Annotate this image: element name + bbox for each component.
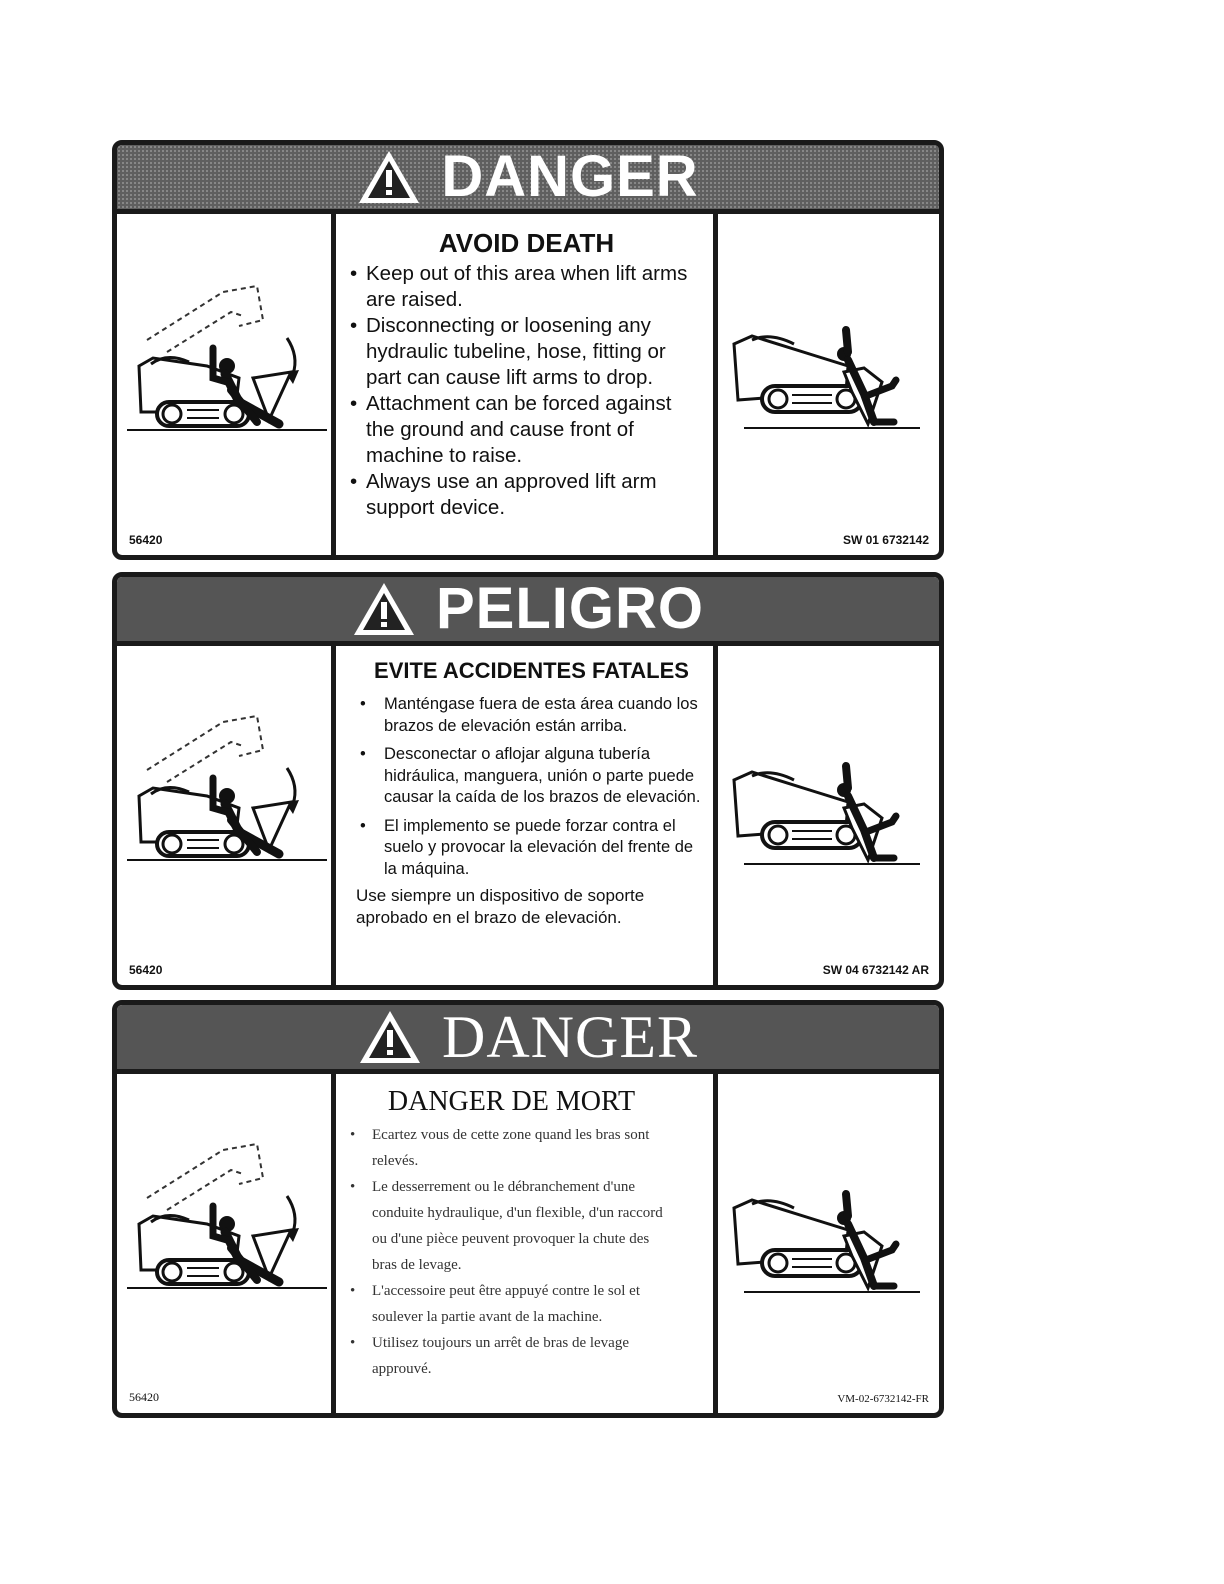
support-device-note: Use siempre un dispositivo de soporte aprobado en el brazo de elevación. — [356, 886, 645, 927]
list-item: • Keep out of this area when lift arms are raised. — [350, 262, 688, 311]
warning-triangle-icon — [352, 581, 416, 637]
label-header — [117, 577, 939, 646]
header-title: PELIGRO — [435, 576, 705, 641]
right-pictogram-panel — [718, 214, 939, 555]
list-item: • El implemento se puede forzar contra el suelo y provocar la elevación del frente de la máquina. — [360, 816, 694, 878]
right-pictogram-panel — [718, 646, 939, 985]
right-pictogram-panel — [718, 1074, 939, 1413]
machine-tipping-hazard-icon — [724, 718, 924, 878]
part-number-left: 56420 — [129, 533, 163, 547]
list-item: • Utilisez toujours un arrêt de bras de levage approuvé. — [350, 1335, 629, 1377]
hazard-list — [356, 694, 707, 880]
machine-tipping-hazard-icon — [724, 282, 924, 442]
label-subtitle: EVITE ACCIDENTES FATALES — [374, 658, 689, 683]
header-title: DANGER — [441, 144, 699, 209]
header-title: DANGER — [442, 1004, 698, 1070]
message-panel — [336, 1074, 718, 1413]
hazard-list — [350, 261, 703, 521]
warning-triangle-icon — [358, 1009, 422, 1065]
message-panel — [336, 214, 718, 555]
warning-triangle-icon — [357, 149, 421, 205]
list-item: • L'accessoire peut être appuyé contre le sol et soulever la partie avant de la machine. — [350, 1283, 640, 1325]
lift-arm-crush-hazard-icon — [127, 282, 327, 442]
label-header — [117, 1005, 939, 1074]
machine-tipping-hazard-icon — [724, 1146, 924, 1306]
label-subtitle: DANGER DE MORT — [387, 1086, 636, 1117]
hazard-list — [346, 1122, 677, 1382]
left-pictogram-panel — [117, 1074, 336, 1413]
danger-label-spanish — [112, 572, 944, 990]
list-item: • Disconnecting or loosening any hydraulic tubeline, hose, fitting or part can cause lift arms to drop. — [350, 314, 666, 389]
list-item: • Attachment can be forced against the ground and cause front of machine to raise. — [350, 392, 672, 467]
label-subtitle: AVOID DEATH — [438, 228, 615, 258]
left-pictogram-panel — [117, 646, 336, 985]
list-item: • Le desserrement ou le débranchement d'une conduite hydraulique, d'un flexible, d'un raccord ou d'une pièce peuvent provoquer la chute des bras de levage. — [350, 1179, 663, 1273]
danger-label-french — [112, 1000, 944, 1418]
list-item: • Always use an approved lift arm support device. — [350, 470, 657, 519]
lift-arm-crush-hazard-icon — [127, 712, 327, 872]
label-header — [117, 145, 939, 214]
part-number-right: SW 04 6732142 AR — [822, 963, 929, 977]
part-number-right: SW 01 6732142 — [842, 533, 929, 547]
list-item: • Ecartez vous de cette zone quand les bras sont relevés. — [350, 1127, 650, 1169]
left-pictogram-panel — [117, 214, 336, 555]
lift-arm-crush-hazard-icon — [127, 1140, 327, 1300]
list-item: • Desconectar o aflojar alguna tubería hidráulica, manguera, unión o parte puede causar la caída de los brazos de elevación. — [360, 745, 701, 806]
part-number-right: VM-02-6732142-FR — [837, 1393, 929, 1405]
message-panel — [336, 646, 718, 985]
part-number-left: 56420 — [129, 963, 163, 977]
danger-label-english — [112, 140, 944, 560]
list-item: • Manténgase fuera de esta área cuando los brazos de elevación están arriba. — [360, 695, 698, 735]
part-number-left: 56420 — [129, 1390, 159, 1404]
